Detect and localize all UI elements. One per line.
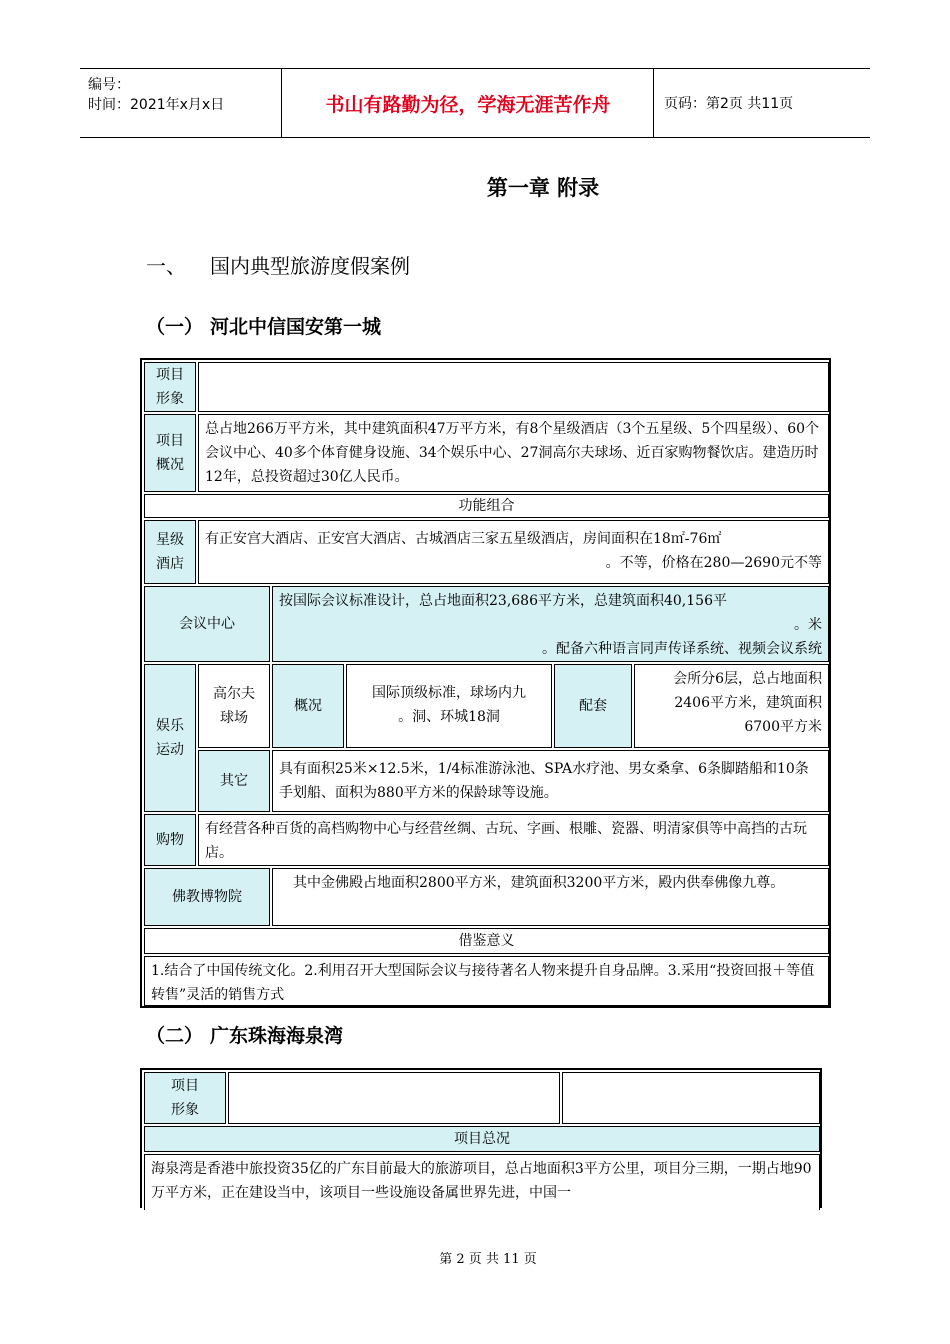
section-heading — [146, 250, 410, 279]
case1-overview-label: 项目 概况 — [144, 414, 196, 492]
case1-function-header: 功能组合 — [144, 494, 829, 518]
case1-golf-facility-text: 会所分6层，总占地面积2406平方米，建筑面积6700平方米 — [634, 664, 829, 748]
case1-golf-facility-label: 配套 — [554, 664, 632, 748]
case1-golf-overview-text2: 。洞、环城18洞 — [398, 709, 500, 725]
case1-image-cell — [198, 362, 829, 412]
case1-table — [140, 358, 831, 1008]
case2-image-cell-1 — [228, 1072, 560, 1124]
case2-table — [140, 1068, 822, 1208]
case1-conference-label: 会议中心 — [144, 586, 270, 662]
case1-number: （一） — [146, 316, 204, 338]
case1-golf-label: 高尔夫 球场 — [198, 664, 270, 748]
case1-golf-overview-text1: 国际顶级标准，球场内九 — [372, 685, 526, 701]
case1-heading — [146, 312, 381, 339]
case2-heading — [146, 1021, 343, 1048]
case2-overview-header: 项目总况 — [144, 1126, 820, 1152]
case1-hotel-cell — [198, 520, 829, 584]
case1-lesson-header: 借鉴意义 — [144, 928, 829, 954]
case1-hotel-text2: 。不等，价格在280—2690元不等 — [605, 555, 822, 571]
case1-lesson-text: 1.结合了中国传统文化。2.利用召开大型国际会议与接待著名人物来提升自身品牌。3.采用“投资回报＋等值转售”灵活的销售方式 — [144, 956, 829, 1006]
case2-image-label: 项目 形象 — [144, 1072, 226, 1124]
header-motto: 书山有路勤为径，学海无涯苦作舟 — [283, 69, 654, 137]
header-time: 时间：2021年x月x日 — [88, 97, 225, 113]
header-number: 编号： — [88, 77, 130, 93]
case1-other-label: 其它 — [198, 750, 270, 812]
case1-hotel-label: 星级 酒店 — [144, 520, 196, 584]
case1-conference-text2: 。米 — [794, 617, 822, 633]
case1-overview-text: 总占地266万平方米，其中建筑面积47万平方米，有8个星级酒店（3个五星级、5个四星级）、60个会议中心、40多个体育健身设施、34个娱乐中心、27洞高尔夫球场、近百家购物餐饮店。建造历时12年，总投资超过30亿人民币。 — [198, 414, 829, 492]
header-meta — [80, 69, 282, 137]
section-title: 国内典型旅游度假案例 — [210, 254, 410, 278]
case1-shopping-text: 有经营各种百货的高档购物中心与经营丝绸、古玩、字画、根雕、瓷器、明清家俱等中高挡的古玩店。 — [198, 814, 829, 866]
case1-museum-label: 佛教博物院 — [144, 868, 270, 926]
case2-number: （二） — [146, 1025, 204, 1047]
case1-image-label: 项目 形象 — [144, 362, 196, 412]
case2-overview-text: 海泉湾是香港中旅投资35亿的广东目前最大的旅游项目，总占地面积3平方公里，项目分三期，一期占地90万平方米，正在建设当中，该项目一些设施设备属世界先进，中国一 — [144, 1154, 820, 1210]
page-header — [80, 68, 870, 138]
case1-conference-text3: 。配备六种语言同声传译系统、视频会议系统 — [542, 641, 822, 657]
case1-museum-text: 其中金佛殿占地面积2800平方米，建筑面积3200平方米，殿内供奉佛像九尊。 — [272, 868, 829, 926]
case1-hotel-text1: 有正安宫大酒店、正安宫大酒店、古城酒店三家五星级酒店，房间面积在18㎡-76㎡ — [205, 531, 722, 547]
page-footer: 第 2 页 共 11 页 — [439, 1252, 537, 1267]
case1-title: 河北中信国安第一城 — [210, 316, 382, 338]
case1-conference-cell — [272, 586, 829, 662]
case1-golf-overview-cell — [346, 664, 552, 748]
case2-title: 广东珠海海泉湾 — [210, 1025, 344, 1047]
chapter-title: 第一章 附录 — [486, 176, 600, 200]
header-page-info: 页码：第2页 共11页 — [664, 96, 794, 112]
case1-shopping-label: 购物 — [144, 814, 196, 866]
case1-golf-overview-label: 概况 — [272, 664, 344, 748]
case1-entertainment-label: 娱乐 运动 — [144, 664, 196, 812]
case1-other-text: 具有面积25米×12.5米，1/4标准游泳池、SPA水疗池、男女桑拿、6条脚踏船和10条手划船、面积为880平方米的保龄球等设施。 — [272, 750, 829, 812]
case2-image-cell-2 — [562, 1072, 820, 1124]
section-number: 一、 — [146, 254, 186, 278]
case1-conference-text1: 按国际会议标准设计，总占地面积23,686平方米，总建筑面积40,156平 — [279, 593, 727, 609]
